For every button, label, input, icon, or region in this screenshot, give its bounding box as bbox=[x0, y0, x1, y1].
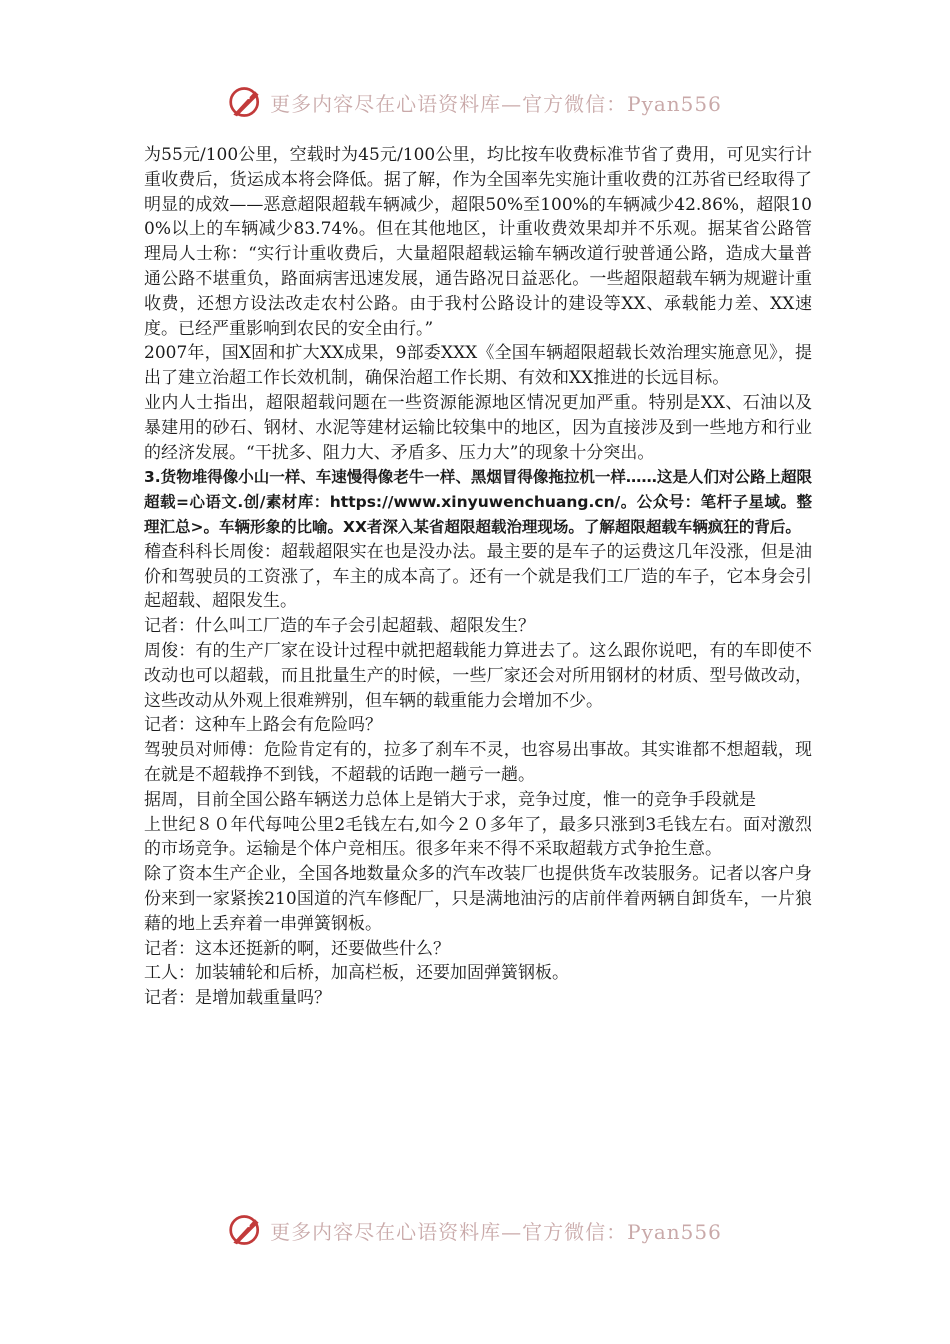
paragraph: 据周，目前全国公路车辆送力总体上是销大于求，竞争过度，惟一的竞争手段就是 bbox=[144, 789, 756, 810]
paragraph: 为55元/100公里，空载时为45元/100公里，均比按车收费标准节省了费用，可见实行计重收费后，货运成本将会降低。据了解，作为全国率先实施计重收费的江苏省已经取得了明显的成效——恶意超限超载车辆减少，超限50%至100%的车辆减少42.86%，超限100%以上的车辆减少83.74%。但在其他地区，计重收费效果却并不乐观。据某省公路管理局人士称：“实行计重收费后，大量超限超载运输车辆改道行驶普通公路，造成大量普通公路不堪重负，路面病害迅速发展，通告路况日益恶化。一些超限超载车辆为规避计重收费，还想方设法改走农村公路。由于我村公路设计的建设等XX、承载能力差、XX速度。已经严重影响到农民的安全由行。” bbox=[144, 145, 812, 339]
section-heading: 3.货物堆得像小山一样、车速慢得像老牛一样、黑烟冒得像拖拉机一样……这是人们对公路上超限超载=心语文.创/素材库：https://www.xinyuwenchuang.cn/。公众号：笔杆子星域。整理汇总>。车辆形象的比喻。XX者深入某省超限超载治理现场。了解超限超载车辆疯狂的背后。 bbox=[144, 468, 812, 536]
banner-text: 更多内容尽在心语资料库—官方微信：Pyan556 bbox=[270, 1219, 722, 1244]
pen-logo-icon bbox=[228, 1212, 264, 1248]
paragraph: 记者：什么叫工厂造的车子会引起超载、超限发生？ bbox=[144, 616, 535, 637]
paragraph: 除了资本生产企业，全国各地数量众多的汽车改装厂也提供货车改装服务。记者以客户身份来到一家紧挨210国道的汽车修配厂，只是满地油污的店前伴着两辆自卸货车，一片狼藉的地上丢弃着一串弹簧钢板。 bbox=[144, 864, 812, 934]
banner-text: 更多内容尽在心语资料库—官方微信：Pyan556 bbox=[270, 91, 722, 116]
pen-logo-icon bbox=[228, 84, 264, 120]
paragraph: 上世纪８０年代每吨公里2毛钱左右,如今２０多年了，最多只涨到3毛钱左右。面对激烈的市场竞争。运输是个体户竞相压。很多年来不得不采取超载方式争抢生意。 bbox=[144, 814, 812, 860]
paragraph: 周俊：有的生产厂家在设计过程中就把超载能力算进去了。这么跟你说吧，有的车即使不改动也可以超载，而且批量生产的时候，一些厂家还会对所用钢材的材质、型号做改动，这些改动从外观上很难辨别，但车辆的载重能力会增加不少。 bbox=[144, 640, 812, 711]
paragraph: 记者：这种车上路会有危险吗？ bbox=[144, 715, 382, 736]
paragraph: 工人：加装辅轮和后桥，加高栏板，还要加固弹簧钢板。 bbox=[144, 963, 569, 984]
paragraph: 2007年，国X固和扩大XX成果，9部委XXX《全国车辆超限超载长效治理实施意见》，提出了建立治超工作长效机制，确保治超工作长期、有效和XX推进的长远目标。 bbox=[144, 343, 812, 389]
paragraph: 记者：这本还挺新的啊，还要做些什么？ bbox=[144, 938, 450, 959]
footer-banner bbox=[0, 1208, 950, 1252]
paragraph: 业内人士指出，超限超载问题在一些资源能源地区情况更加严重。特别是XX、石油以及暴建用的砂石、钢材、水泥等建材运输比较集中的地区，因为直接涉及到一些地方和行业的经济发展。“干扰多、阻力大、矛盾多、压力大”的现象十分突出。 bbox=[144, 392, 812, 463]
document-body bbox=[144, 143, 812, 1011]
header-banner bbox=[0, 80, 950, 124]
paragraph: 驾驶员对师傅：危险肯定有的，拉多了刹车不灵，也容易出事故。其实谁都不想超载，现在就是不超载挣不到钱，不超载的话跑一趟亏一趟。 bbox=[144, 740, 812, 785]
paragraph: 记者：是增加载重量吗？ bbox=[144, 988, 331, 1009]
paragraph: 稽查科科长周俊：超载超限实在也是没办法。最主要的是车子的运费这几年没涨，但是油价和驾驶员的工资涨了，车主的成本高了。还有一个就是我们工厂造的车子，它本身会引起超载、超限发生。 bbox=[144, 541, 812, 612]
